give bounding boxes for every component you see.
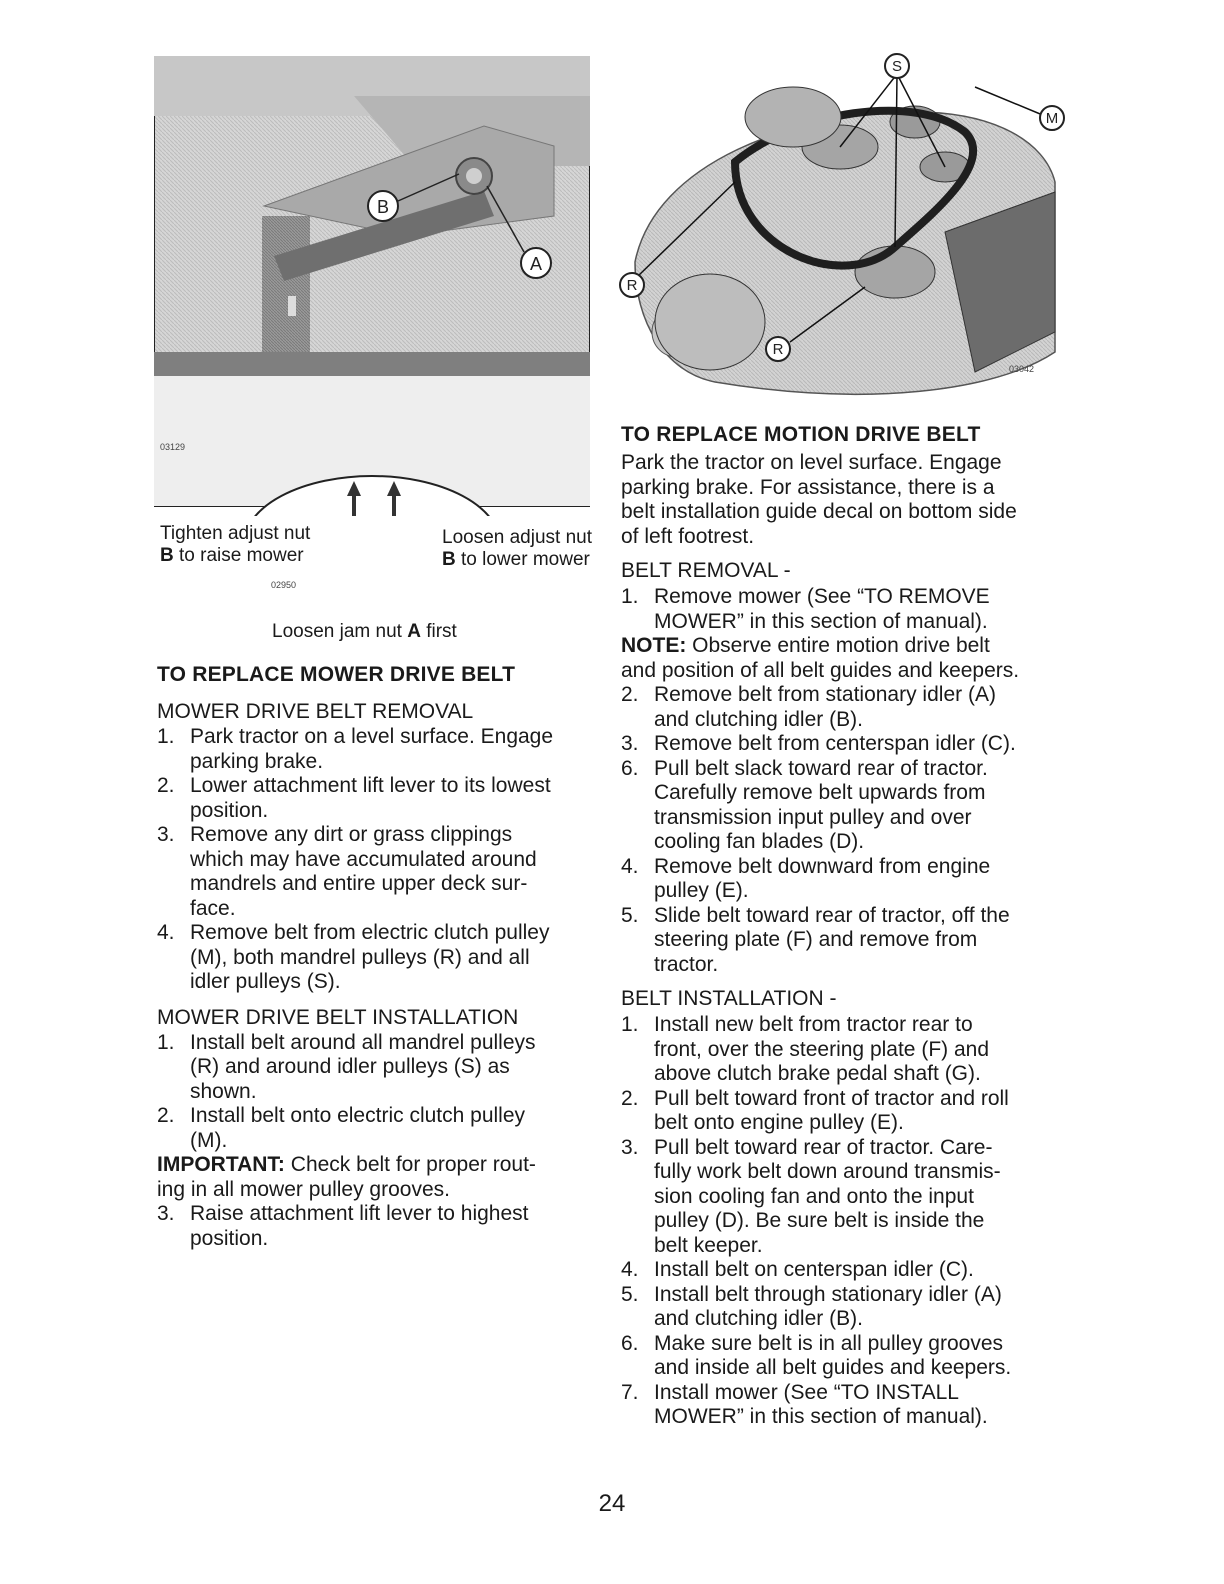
motion-removal-heading: BELT REMOVAL -: [621, 559, 791, 582]
list-item: 7. Install mower (See “TO INSTALL MOWER” in this section of manual).: [621, 1380, 988, 1428]
list-item: 1. Park tractor on a level surface. Engage parking brake.: [157, 725, 554, 773]
loosen-line-2: to lower mower: [461, 549, 590, 570]
list-item: 2. Pull belt toward front of tractor and roll belt onto engine pulley (E).: [621, 1086, 1009, 1134]
page-number: 24: [598, 1490, 626, 1517]
list-item: 6. Pull belt slack toward rear of tractor. Carefully remove belt upwards from transmission input pulley and over cooling fan blades (D).: [621, 756, 988, 853]
list-item: 4. Remove belt downward from engine pulley (E).: [621, 854, 991, 902]
list-item: 1. Remove mower (See “TO REMOVE MOWER” in this section of manual).: [621, 585, 990, 633]
list-item: 2. Lower attachment lift lever to its lowest position.: [157, 774, 551, 822]
loosen-nut-letter: B: [442, 549, 456, 570]
jam-line-post: first: [426, 621, 457, 642]
tighten-callout: [160, 523, 340, 567]
mower-adjust-illustration: [154, 56, 590, 516]
mower-final-steps: [157, 1202, 597, 1251]
inset-code: 02950: [271, 580, 297, 590]
list-item: 3. Remove belt from centerspan idler (C).: [621, 732, 1016, 755]
mower-belt-title: TO REPLACE MOWER DRIVE BELT: [157, 663, 516, 686]
motion-removal-steps-a: [621, 585, 1071, 634]
list-item: 3. Remove any dirt or grass clippings which may have accumulated around mandrels and entire upper deck sur- face.: [157, 823, 537, 920]
motion-install-heading: BELT INSTALLATION -: [621, 987, 837, 1010]
jam-nut-callout: [272, 621, 457, 643]
list-item: 3. Pull belt toward rear of tractor. Care- fully work belt down around transmis- sion cooling fan and onto the input pulley (D). Be sure belt is inside the belt keeper.: [621, 1135, 1001, 1257]
motion-install-steps: [621, 1013, 1071, 1430]
note-block: NOTE: Observe entire motion drive belt and position of all belt guides and keepers.: [621, 634, 1020, 682]
important-label: IMPORTANT:: [157, 1153, 285, 1176]
tighten-line-2: to raise mower: [179, 545, 304, 566]
mower-removal-heading: MOWER DRIVE BELT REMOVAL: [157, 700, 474, 723]
mower-belt-section: [157, 663, 597, 1251]
callout-r1-label: R: [626, 277, 638, 294]
tighten-nut-letter: B: [160, 545, 174, 566]
list-item: 2. Remove belt from stationary idler (A) and clutching idler (B).: [621, 683, 996, 731]
callout-r2-label: R: [772, 341, 784, 358]
loosen-callout: [442, 527, 612, 571]
important-note: IMPORTANT: Check belt for proper rout- ing in all mower pulley grooves.: [157, 1153, 536, 1201]
motion-belt-title: TO REPLACE MOTION DRIVE BELT: [621, 423, 981, 446]
motion-belt-section: [621, 423, 1071, 1430]
jam-line-pre: Loosen jam nut: [272, 621, 402, 642]
figure-code-right: 03042: [1009, 364, 1035, 374]
jam-nut-letter: A: [407, 621, 421, 642]
callout-a-label: A: [529, 254, 543, 274]
list-item: 4. Install belt on centerspan idler (C).: [621, 1258, 974, 1281]
list-item: 1. Install new belt from tractor rear to front, over the steering plate (F) and above clutch brake pedal shaft (G).: [621, 1013, 990, 1085]
figure-code: 03129: [160, 442, 186, 452]
mower-deck-illustration: [615, 52, 1065, 407]
mower-install-heading: MOWER DRIVE BELT INSTALLATION: [157, 1005, 519, 1029]
tighten-line-1: Tighten adjust nut: [160, 523, 311, 544]
list-item: 5. Install belt through stationary idler (A) and clutching idler (B).: [621, 1282, 1002, 1330]
motion-intro: Park the tractor on level surface. Engage parking brake. For assistance, there is a belt installation guide decal on bottom side of left footrest.: [621, 451, 1017, 548]
list-item: 2. Install belt onto electric clutch pulley (M).: [157, 1104, 526, 1152]
figure-mower-deck-belt: [615, 52, 1065, 407]
list-item: 1. Install belt around all mandrel pulleys (R) and around idler pulleys (S) as shown.: [157, 1030, 536, 1103]
list-item: 4. Remove belt from electric clutch pulley (M), both mandrel pulleys (R) and all idler pulleys (S).: [157, 921, 550, 993]
callout-s-label: S: [891, 58, 903, 75]
mower-removal-steps: [157, 725, 597, 995]
list-item: 5. Slide belt toward rear of tractor, off the steering plate (F) and remove from tractor.: [621, 903, 1010, 976]
list-item: 3. Raise attachment lift lever to highest position.: [157, 1202, 529, 1250]
loosen-line-1: Loosen adjust nut: [442, 527, 593, 548]
note-label: NOTE:: [621, 634, 687, 657]
callout-b-label: B: [376, 197, 390, 217]
list-item: 6. Make sure belt is in all pulley grooves and inside all belt guides and keepers.: [621, 1331, 1012, 1379]
mower-install-steps: [157, 1031, 597, 1154]
motion-removal-steps-b: [621, 683, 1071, 977]
figure-mower-height-adjust: [154, 56, 590, 516]
callout-m-label: M: [1045, 110, 1059, 127]
